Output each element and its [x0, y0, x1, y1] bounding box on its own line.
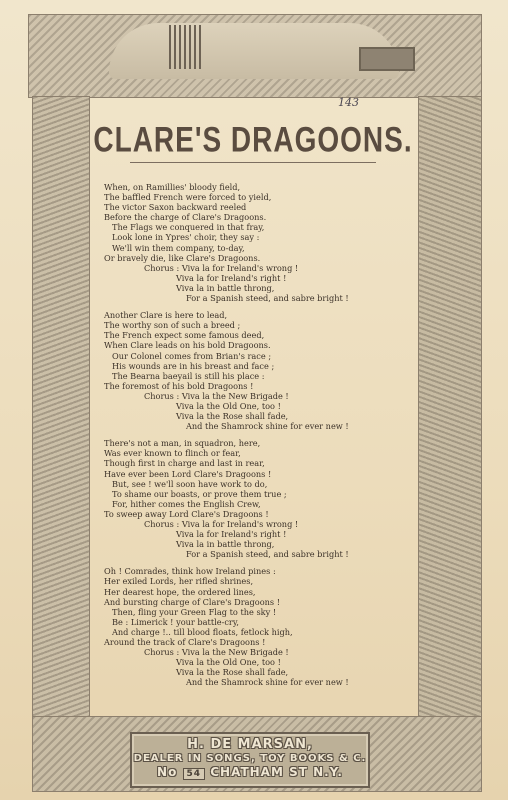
lyric-line: The victor Saxon backward reeled — [104, 202, 247, 213]
imprint-address — [132, 765, 368, 780]
lyric-line: Chorus : Viva la for Ireland's wrong ! — [144, 519, 299, 529]
lyric-line: The worthy son of such a breed ; — [104, 320, 241, 331]
lyric-line: Or bravely die, like Clare's Dragoons. — [104, 252, 261, 263]
lyric-line: And bursting charge of Clare's Dragoons ! — [104, 596, 280, 607]
lyric-line: Our Colonel comes from Brian's race ; — [112, 350, 272, 361]
lyric-line: Viva la the Old One, too ! — [176, 400, 281, 411]
lyric-line: Chorus : Viva la the New Brigade ! — [144, 647, 289, 658]
lyric-line: And the Shamrock shine for ever new ! — [186, 677, 349, 688]
lyric-line: For, hither comes the English Crew, — [112, 498, 261, 509]
lyric-line: Chorus : Viva la the New Brigade ! — [144, 390, 289, 401]
lyric-line: Have ever been Lord Clare's Dragoons ! — [104, 468, 272, 479]
lyric-line: And the Shamrock shine for ever new ! — [186, 421, 349, 432]
song-page — [90, 96, 416, 714]
lyric-line: Oh ! Comrades, think how Ireland pines : — [104, 566, 276, 577]
lyric-line: Another Clare is here to lead, — [104, 310, 228, 321]
lyric-line: For a Spanish steed, and sabre bright ! — [186, 549, 349, 560]
lyric-line: Viva la for Ireland's right ! — [176, 529, 287, 540]
song-title: CLARE'S DRAGOONS. — [93, 120, 413, 159]
lyric-line: To shame our boasts, or prove them true ; — [112, 488, 287, 499]
stanza — [104, 182, 410, 303]
right-engraved-border-sailor — [418, 96, 482, 718]
lyric-line: Though first in charge and last in rear, — [104, 458, 265, 469]
lyric-line: Viva la the Rose shall fade, — [176, 667, 289, 678]
stanza — [104, 310, 410, 431]
lyric-line: Viva la the Rose shall fade, — [176, 411, 289, 422]
sea-scene-illustration — [109, 23, 399, 79]
lyric-line: When, on Ramillies' bloody field, — [104, 182, 241, 192]
lyric-line: Viva la in battle throng, — [176, 539, 275, 550]
lyric-line: And charge !.. till blood floats, fetlock high, — [112, 626, 293, 637]
imprint-name: H. DE MARSAN, — [187, 737, 313, 752]
left-engraved-border-soldiers — [32, 96, 90, 718]
imprint-no: No — [157, 765, 178, 779]
song-lyrics — [104, 182, 410, 695]
lyric-line: Viva la for Ireland's right ! — [176, 272, 287, 283]
lyric-line: The Flags we conquered in that fray, — [112, 222, 265, 233]
lyric-line: For a Spanish steed, and sabre bright ! — [186, 293, 349, 304]
title-rule — [130, 162, 376, 163]
lyric-line: The foremost of his bold Dragoons ! — [104, 380, 254, 391]
lyric-line: There's not a man, in squadron, here, — [104, 438, 261, 449]
lyric-line: The French expect some famous deed, — [104, 330, 265, 341]
lyric-line: The Bearna baeyail is still his place : — [112, 370, 265, 381]
imprint-street: CHATHAM ST N.Y. — [210, 765, 343, 779]
lyric-line: Was ever known to flinch or fear, — [104, 448, 241, 459]
lyric-line: Chorus : Viva la for Ireland's wrong ! — [144, 262, 299, 273]
imprint-trade: DEALER IN SONGS, TOY BOOKS & C. — [133, 753, 367, 764]
lyric-line: But, see ! we'll soon have work to do, — [112, 478, 268, 489]
lyric-line: To sweep away Lord Clare's Dragoons ! — [104, 508, 269, 519]
lyric-line: His wounds are in his breast and face ; — [112, 360, 275, 371]
lyric-line: Be : Limerick ! your battle-cry, — [112, 616, 239, 627]
fort-illustration — [359, 47, 415, 71]
handwritten-number: 143 — [338, 96, 359, 109]
lyric-line: Around the track of Clare's Dragoons ! — [104, 637, 266, 648]
ship-illustration — [169, 25, 203, 69]
stanza — [104, 566, 410, 687]
lyric-line: Look lone in Ypres' choir, they say : — [112, 232, 260, 243]
lyric-line: Viva la the Old One, too ! — [176, 657, 281, 668]
imprint-number: 54 — [183, 768, 206, 780]
lyric-line: Viva la in battle throng, — [176, 282, 275, 293]
lyric-line: Then, fling your Green Flag to the sky ! — [112, 606, 277, 617]
stanza — [104, 438, 410, 559]
top-engraved-border — [28, 14, 482, 98]
lyric-line: Her exiled Lords, her rifled shrines, — [104, 576, 254, 587]
lyric-line: Her dearest hope, the ordered lines, — [104, 586, 256, 597]
lyric-line: The baffled French were forced to yield, — [104, 192, 272, 203]
lyric-line: When Clare leads on his bold Dragoons. — [104, 340, 271, 351]
publisher-imprint — [130, 732, 370, 788]
lyric-line: We'll win them company, to-day, — [112, 242, 245, 253]
lyric-line: Before the charge of Clare's Dragoons. — [104, 212, 267, 223]
